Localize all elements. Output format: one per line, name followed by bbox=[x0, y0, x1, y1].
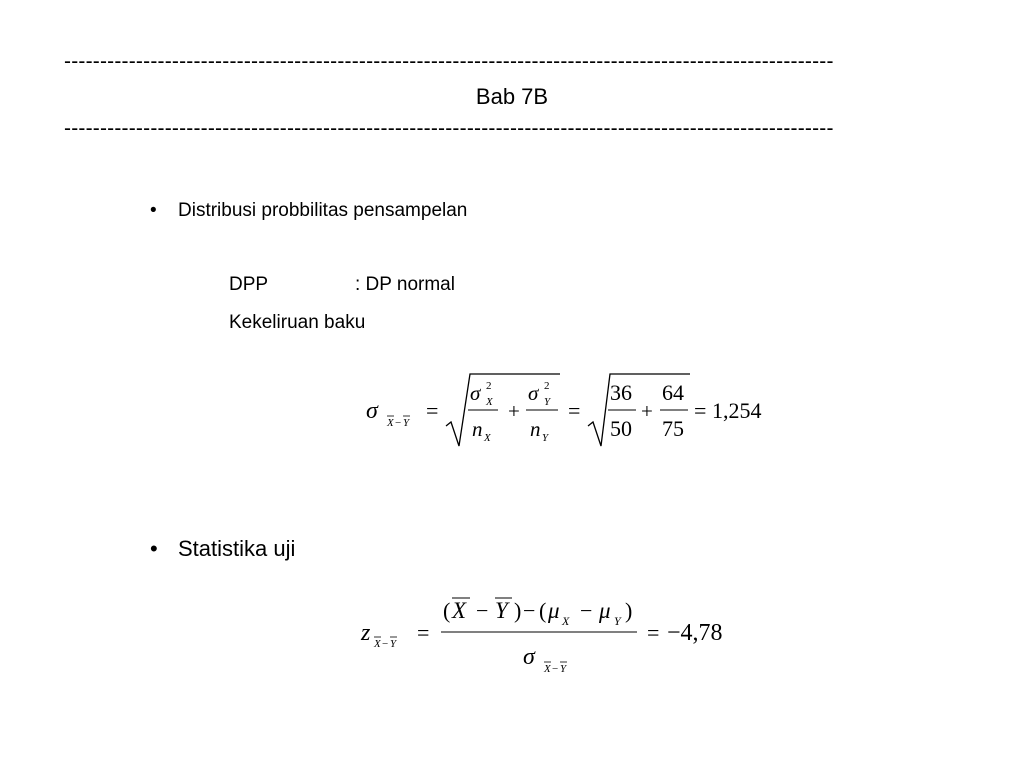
sub-xbar: X bbox=[387, 417, 394, 429]
plus-sign-2: + bbox=[641, 399, 653, 423]
sigma-denominator: σ bbox=[523, 644, 535, 670]
rparen-1: ) bbox=[514, 598, 522, 623]
dpp-label: DPP bbox=[229, 274, 269, 295]
ybar: Y bbox=[495, 598, 508, 623]
equals-sign-2: = bbox=[647, 620, 660, 645]
minus-1: − bbox=[476, 598, 489, 623]
n-y: n bbox=[530, 417, 541, 441]
z-sub-minus: − bbox=[382, 638, 389, 650]
denominator-50: 50 bbox=[610, 416, 632, 441]
sub-ybar: Y bbox=[403, 417, 410, 429]
standard-error-formula bbox=[360, 368, 790, 456]
den-sub-minus: − bbox=[552, 663, 559, 675]
equals-sign: = bbox=[417, 620, 430, 645]
lparen-2: ( bbox=[539, 598, 547, 623]
lparen-1: ( bbox=[443, 598, 451, 623]
n-x: n bbox=[472, 417, 483, 441]
sigma-x-symbol: σ bbox=[470, 381, 481, 405]
sigma-x-squared: 2 bbox=[486, 380, 492, 392]
bullet-dot: • bbox=[150, 200, 157, 221]
n-x-sub: X bbox=[484, 432, 491, 444]
mu-y: μ bbox=[599, 598, 611, 623]
mu-x: μ bbox=[548, 598, 560, 623]
mu-y-sub: Y bbox=[614, 614, 621, 628]
slide-title: Bab 7B bbox=[475, 84, 549, 109]
sub-minus: − bbox=[395, 417, 402, 429]
bullet-distribusi bbox=[150, 200, 467, 222]
denominator-75: 75 bbox=[662, 416, 684, 441]
plus-sign-1: + bbox=[508, 399, 520, 423]
minus-3: − bbox=[580, 598, 593, 623]
rparen-2: ) bbox=[625, 598, 633, 623]
bullet-distribusi-text: Distribusi probbilitas pensampelan bbox=[178, 200, 468, 221]
n-y-sub: Y bbox=[542, 432, 549, 444]
den-sub-ybar: Y bbox=[560, 663, 567, 675]
equals-sign-2: = bbox=[568, 398, 581, 423]
xbar: X bbox=[452, 598, 467, 623]
numerator-36: 36 bbox=[610, 380, 632, 405]
bottom-dash-separator: ----------------------------------------------------------------------------------------------------------- bbox=[64, 117, 834, 140]
test-statistic-formula bbox=[355, 592, 785, 684]
minus-2: − bbox=[523, 598, 536, 623]
mu-x-sub: X bbox=[562, 614, 570, 628]
dpp-value: : DP normal bbox=[355, 274, 455, 295]
bullet-statistika bbox=[150, 536, 295, 562]
standard-error-label: Kekeliruan baku bbox=[229, 312, 366, 333]
result-value: 1,254 bbox=[712, 398, 762, 423]
top-dash-separator: ----------------------------------------------------------------------------------------------------------- bbox=[64, 50, 834, 73]
numerator-64: 64 bbox=[662, 380, 684, 405]
equals-sign: = bbox=[426, 398, 439, 423]
bullet-statistika-text: Statistika uji bbox=[178, 536, 296, 561]
z-sub-ybar: Y bbox=[390, 638, 397, 650]
sigma-y-sub: Y bbox=[544, 396, 551, 408]
den-sub-xbar: X bbox=[544, 663, 551, 675]
sigma-y-squared: 2 bbox=[544, 380, 550, 392]
z-symbol: z bbox=[361, 620, 371, 646]
z-sub-xbar: X bbox=[374, 638, 381, 650]
sigma-symbol: σ bbox=[366, 398, 378, 424]
equals-sign-3: = bbox=[694, 398, 707, 423]
bullet-dot: • bbox=[150, 536, 158, 561]
sigma-y-symbol: σ bbox=[528, 381, 539, 405]
result-value: −4,78 bbox=[667, 620, 723, 646]
sigma-x-sub: X bbox=[486, 396, 493, 408]
